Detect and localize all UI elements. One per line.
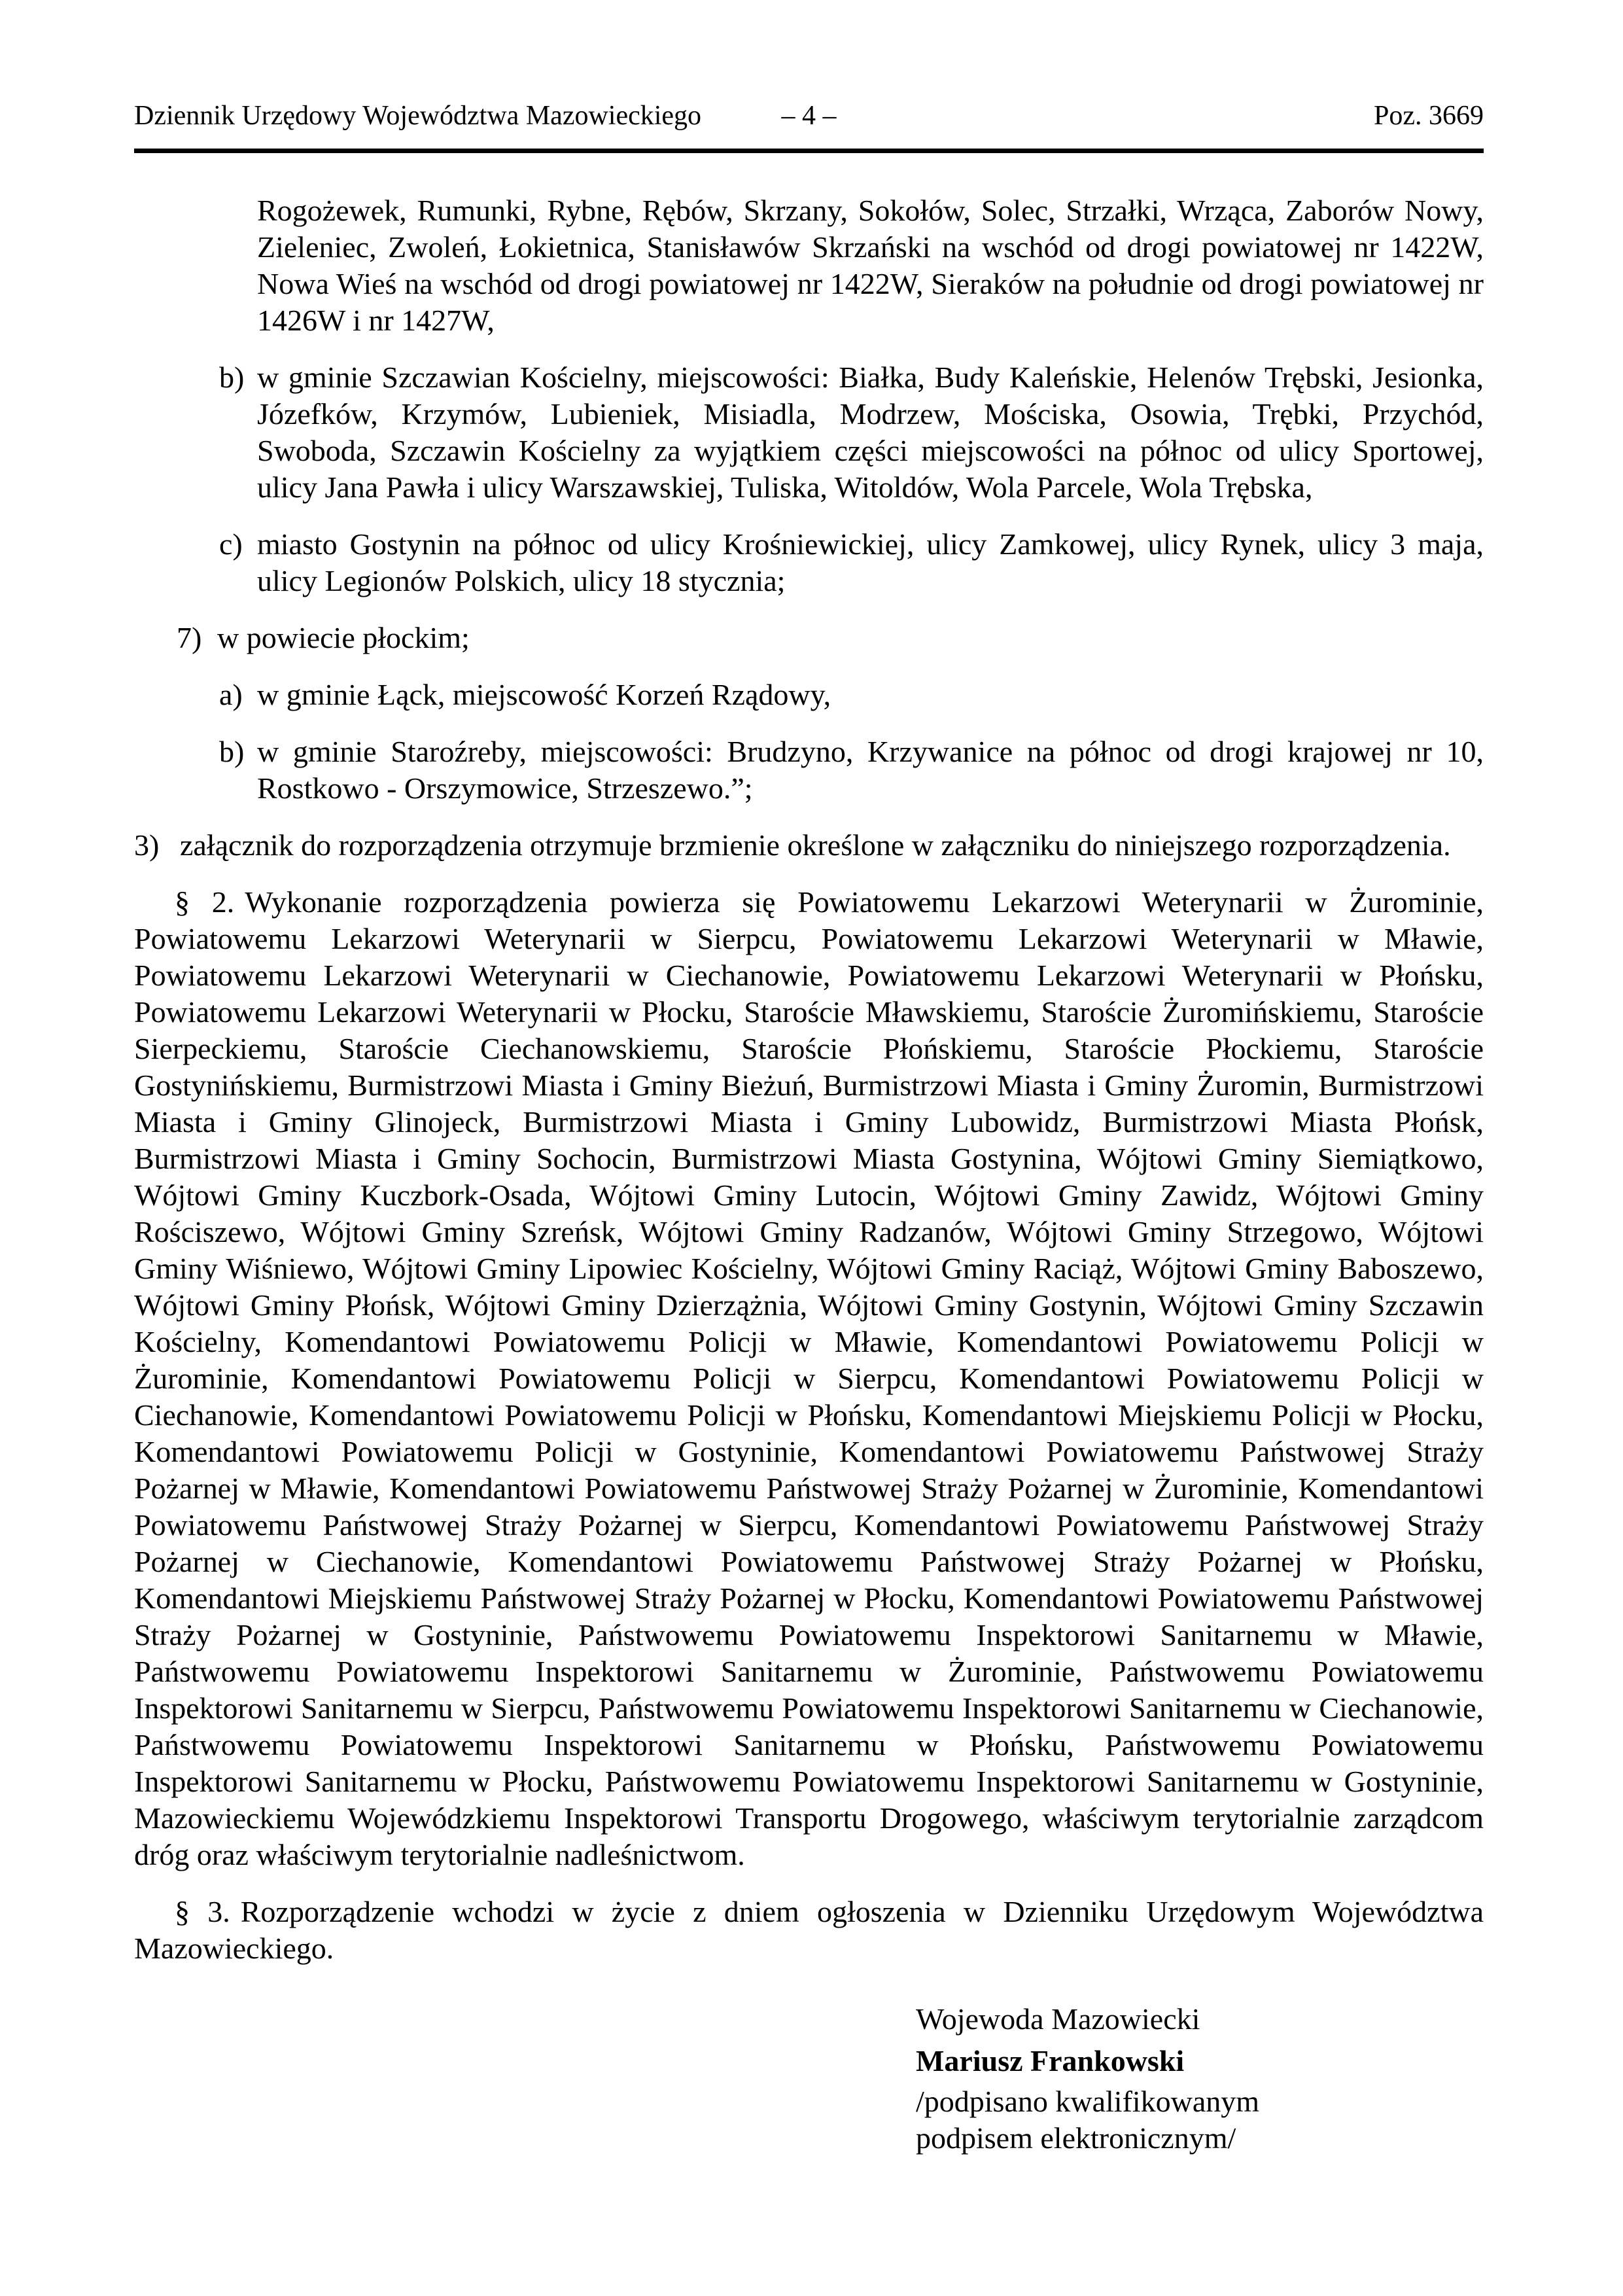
position-number: Poz. 3669 [1374, 101, 1484, 131]
journal-title: Dziennik Urzędowy Województwa Mazowieckiego [134, 101, 702, 131]
list-item-text: załącznik do rozporządzenia otrzymuje brzmienie określone w załączniku do niniejszego rozporządzenia. [180, 828, 1451, 862]
list-item-marker: 7) [177, 621, 202, 654]
list-item-text: w gminie Szczawian Kościelny, miejscowości: Białka, Budy Kaleńskie, Helenów Trębski, Jesionka, Józefków, Krzymów, Lubieniek, Misiadla, Modrzew, Mościska, Osowia, Trębki, Przychód, Swoboda, Szczawin Kościelny za wyjątkiem części miejscowości na północ od ulicy Sportowej, ulicy Jana Pawła i ulicy Warszawskiej, Tuliska, Witoldów, Wola Parcele, Wola Trębska, [257, 361, 1484, 504]
section-2-paragraph [134, 884, 1484, 1873]
list-item-marker: c) [219, 527, 243, 561]
list-item-7b [134, 733, 1484, 807]
list-item-text: w powiecie płockim; [217, 621, 470, 654]
signer-name: Mariusz Frankowski [916, 2044, 1185, 2077]
header-rule [134, 149, 1484, 153]
list-item-c [134, 526, 1484, 599]
page-content [134, 0, 1484, 2157]
signer-role: Wojewoda Mazowiecki [916, 2002, 1200, 2036]
list-item-b [134, 359, 1484, 506]
list-item-marker: b) [219, 361, 245, 394]
section-2-label: § 2. [175, 885, 235, 919]
list-item-7 [134, 620, 1484, 656]
list-item-text: miasto Gostynin na północ od ulicy Krośniewickiej, ulicy Zamkowej, ulicy Rynek, ulicy 3 maja, ulicy Legionów Polskich, ulicy 18 stycznia; [257, 527, 1484, 597]
list-item-text: Rogożewek, Rumunki, Rybne, Rębów, Skrzany, Sokołów, Solec, Strzałki, Wrząca, Zaborów Nowy, Zieleniec, Zwoleń, Łokietnica, Stanisławów Skrzański na wschód od drogi powiatowej nr 1422W, Nowa Wieś na wschód od drogi powiatowej nr 1422W, Sieraków na południe od drogi powiatowej nr 1426W i nr 1427W, [257, 194, 1484, 337]
page-header [134, 0, 1484, 132]
section-3-label: § 3. [175, 1895, 230, 1928]
list-item-marker: a) [219, 678, 243, 711]
list-item-marker: b) [219, 735, 245, 768]
list-item-3 [134, 827, 1484, 864]
list-item-7a [134, 677, 1484, 713]
list-item-text: w gminie Staroźreby, miejscowości: Brudzyno, Krzywanice na północ od drogi krajowej nr 10, Rostkowo - Orszymowice, Strzeszewo.”; [257, 735, 1484, 805]
signature-block [916, 2001, 1484, 2157]
page-number: – 4 – [781, 101, 837, 131]
signature-note-line-1: /podpisano kwalifikowanym [916, 2085, 1260, 2118]
list-item-marker: 3) [134, 828, 160, 862]
signature-note-line-2: podpisem elektronicznym/ [916, 2121, 1236, 2155]
section-3-text: Rozporządzenie wchodzi w życie z dniem ogłoszenia w Dzienniku Urzędowym Województwa Mazowieckiego. [134, 1895, 1484, 1965]
section-2-text: Wykonanie rozporządzenia powierza się Powiatowemu Lekarzowi Weterynarii w Żurominie, Powiatowemu Lekarzowi Weterynarii w Sierpcu, Powiatowemu Lekarzowi Weterynarii w Mławie, Powiatowemu Lekarzowi Weterynarii w Ciechanowie, Powiatowemu Lekarzowi Weterynarii w Płońsku, Powiatowemu Lekarzowi Weterynarii w Płocku, Staroście Mławskiemu, Staroście Żuromińskiemu, Staroście Sierpeckiemu, Staroście Ciechanowskiemu, Staroście Płońskiemu, Staroście Płockiemu, Staroście Gostynińskiemu, Burmistrzowi Miasta i Gminy Bieżuń, Burmistrzowi Miasta i Gminy Żuromin, Burmistrzowi Miasta i Gminy Glinojeck, Burmistrzowi Miasta i Gminy Lubowidz, Burmistrzowi Miasta Płońsk, Burmistrzowi Miasta i Gminy Sochocin, Burmistrzowi Miasta Gostynina, Wójtowi Gminy Siemiątkowo, Wójtowi Gminy Kuczbork-Osada, Wójtowi Gminy Lutocin, Wójtowi Gminy Zawidz, Wójtowi Gminy Rościszewo, Wójtowi Gminy Szreńsk, Wójtowi Gminy Radzanów, Wójtowi Gminy Strzegowo, Wójtowi Gminy Wiśniewo, Wójtowi Gminy Lipowiec Kościelny, Wójtowi Gminy Raciąż, Wójtowi Gminy Baboszewo, Wójtowi Gminy Płońsk, Wójtowi Gminy Dzierzążnia, Wójtowi Gminy Gostynin, Wójtowi Gminy Szczawin Kościelny, Komendantowi Powiatowemu Policji w Mławie, Komendantowi Powiatowemu Policji w Żurominie, Komendantowi Powiatowemu Policji w Sierpcu, Komendantowi Powiatowemu Policji w Ciechanowie, Komendantowi Powiatowemu Policji w Płońsku, Komendantowi Miejskiemu Policji w Płocku, Komendantowi Powiatowemu Policji w Gostyninie, Komendantowi Powiatowemu Państwowej Straży Pożarnej w Mławie, Komendantowi Powiatowemu Państwowej Straży Pożarnej w Żurominie, Komendantowi Powiatowemu Państwowej Straży Pożarnej w Sierpcu, Komendantowi Powiatowemu Państwowej Straży Pożarnej w Ciechanowie, Komendantowi Powiatowemu Państwowej Straży Pożarnej w Płońsku, Komendantowi Miejskiemu Państwowej Straży Pożarnej w Płocku, Komendantowi Powiatowemu Państwowej Straży Pożarnej w Gostyninie, Państwowemu Powiatowemu Inspektorowi Sanitarnemu w Mławie, Państwowemu Powiatowemu Inspektorowi Sanitarnemu w Żurominie, Państwowemu Powiatowemu Inspektorowi Sanitarnemu w Sierpcu, Państwowemu Powiatowemu Inspektorowi Sanitarnemu w Ciechanowie, Państwowemu Powiatowemu Inspektorowi Sanitarnemu w Płońsku, Państwowemu Powiatowemu Inspektorowi Sanitarnemu w Płocku, Państwowemu Powiatowemu Inspektorowi Sanitarnemu w Gostyninie, Mazowieckiemu Wojewódzkiemu Inspektorowi Transportu Drogowego, właściwym terytorialnie zarządcom dróg oraz właściwym terytorialnie nadleśnictwom. [134, 885, 1484, 1871]
list-item-text: w gminie Łąck, miejscowość Korzeń Rządowy, [257, 678, 831, 711]
section-3-paragraph [134, 1894, 1484, 1967]
list-item-a-continuation [134, 192, 1484, 339]
